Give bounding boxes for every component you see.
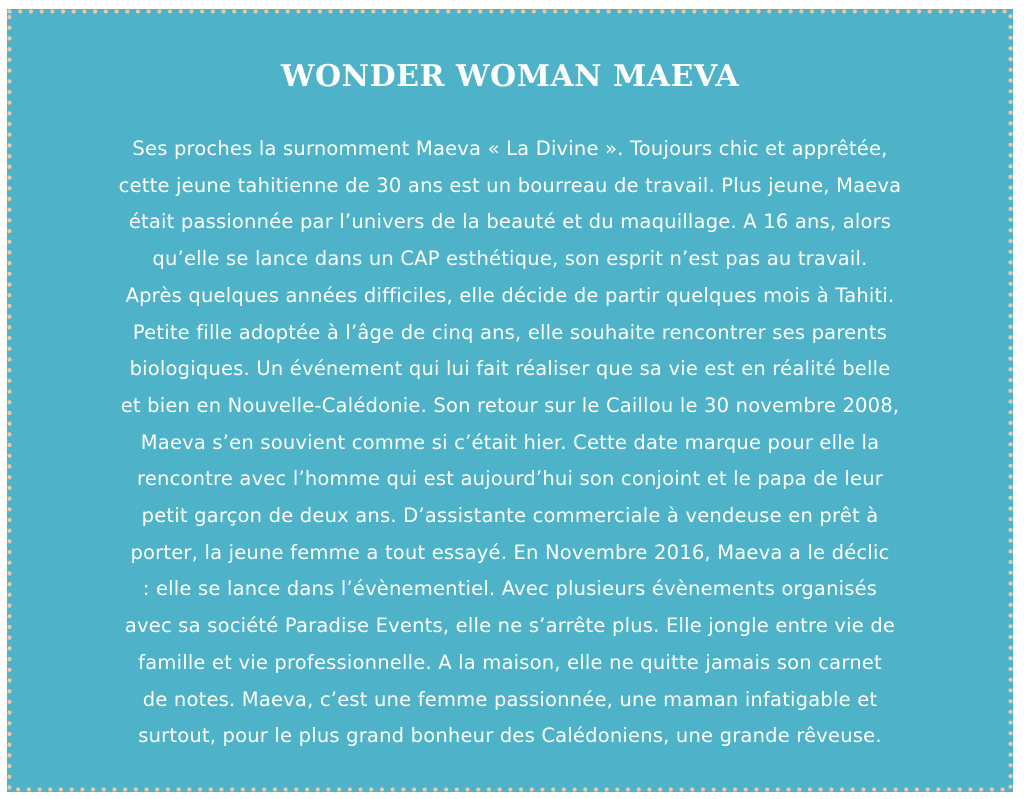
- article-card: [7, 9, 1013, 792]
- body-line: petit garçon de deux ans. D’assistante commerciale à vendeuse en prêt à: [141, 504, 879, 528]
- body-line: avec sa société Paradise Events, elle ne s’arrête plus. Elle jongle entre vie de: [124, 614, 896, 638]
- article-title: WONDER WOMAN MAEVA: [280, 59, 740, 94]
- body-line: Maeva s’en souvient comme si c’était hier. Cette date marque pour elle la: [140, 430, 880, 454]
- body-line: surtout, pour le plus grand bonheur des Calédoniens, une grande rêveuse.: [138, 724, 882, 748]
- body-line: cette jeune tahitienne de 30 ans est un bourreau de travail. Plus jeune, Maeva: [118, 173, 902, 197]
- body-line: : elle se lance dans l’évènementiel. Avec plusieurs évènements organisés: [142, 577, 878, 601]
- body-line: biologiques. Un événement qui lui fait réaliser que sa vie est en réalité belle: [129, 357, 891, 381]
- body-line: Ses proches la surnomment Maeva « La Divine ». Toujours chic et apprêtée,: [132, 137, 888, 160]
- body-line: rencontre avec l’homme qui est aujourd’hui son conjoint et le papa de leur: [137, 467, 883, 491]
- body-line: de notes. Maeva, c’est une femme passionnée, une maman infatigable et: [142, 687, 878, 711]
- body-line: qu’elle se lance dans un CAP esthétique, son esprit n’est pas au travail.: [152, 247, 868, 271]
- article-body: [47, 131, 973, 755]
- body-line: famille et vie professionnelle. A la maison, elle ne quitte jamais son carnet: [138, 650, 882, 674]
- body-line: et bien en Nouvelle-Calédonie. Son retour sur le Caillou le 30 novembre 2008,: [120, 393, 900, 417]
- body-line: porter, la jeune femme a tout essayé. En Novembre 2016, Maeva a le déclic: [130, 540, 890, 564]
- body-line: Après quelques années difficiles, elle décide de partir quelques mois à Tahiti.: [125, 283, 895, 307]
- body-line: était passionnée par l’univers de la beauté et du maquillage. A 16 ans, alors: [128, 210, 892, 234]
- body-line: Petite fille adoptée à l’âge de cinq ans, elle souhaite rencontrer ses parents: [132, 320, 888, 344]
